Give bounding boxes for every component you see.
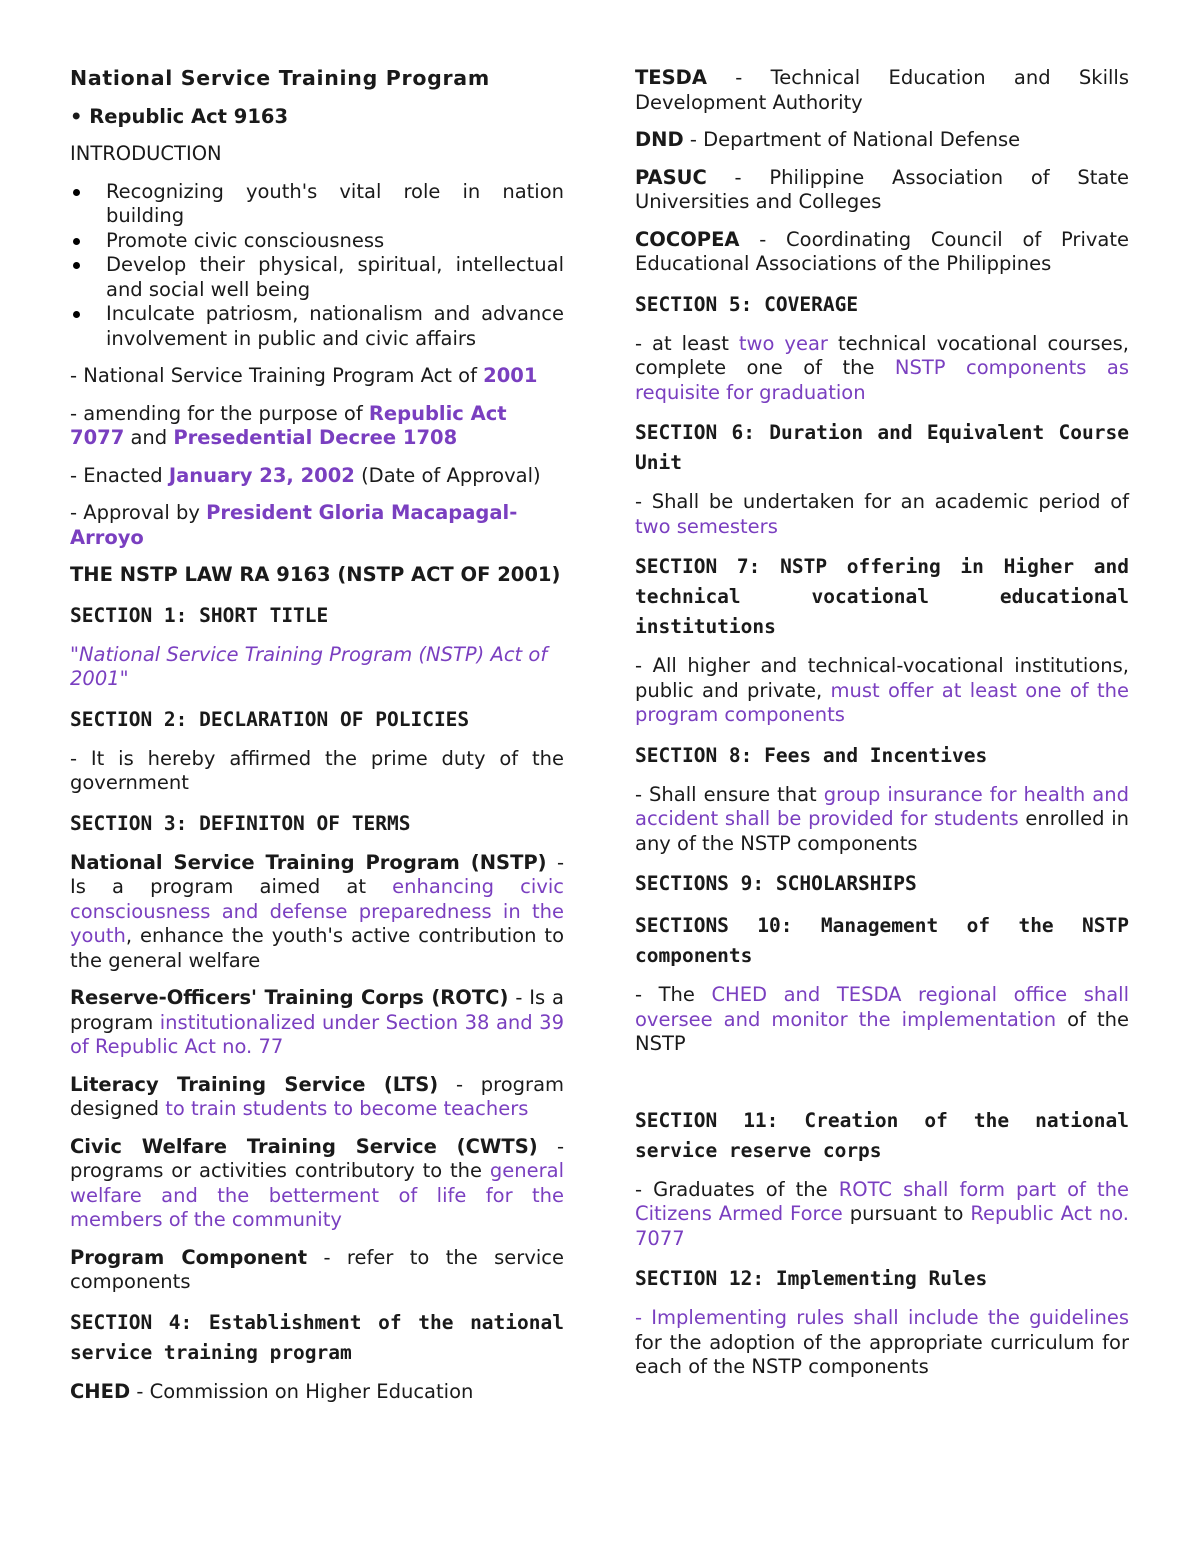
definition-lts: Literacy Training Service (LTS) - program designed to train students to become teachers	[70, 1072, 565, 1120]
spacer	[635, 1070, 1129, 1106]
section-2-heading: SECTION 2: DECLARATION OF POLICIES	[70, 707, 470, 731]
definition-rotc: Reserve-Officers' Training Corps (ROTC) - Is a program institutionalized under Section 38 and 39 of Republic Act no. 77	[70, 986, 564, 1058]
section-7-text: - All higher and technical-vocational institutions, public and private, must offer at least one of the program components	[635, 654, 1129, 726]
list-item: Promote civic consciousness	[106, 229, 564, 254]
section-6-heading: SECTION 6: Duration and Equivalent Course Unit	[635, 421, 1129, 474]
section-1-heading: SECTION 1: SHORT TITLE	[70, 603, 329, 627]
amend-line: - amending for the purpose of Republic Act 7077 and Presedential Decree 1708	[70, 401, 507, 449]
definition-pasuc: PASUC - Philippine Association of State Universities and Colleges	[635, 165, 1129, 213]
section-11-text: - Graduates of the ROTC shall form part of the Citizens Armed Force pursuant to Republic Act no. 7077	[635, 1177, 1130, 1250]
section-8-heading: SECTION 8: Fees and Incentives	[635, 743, 988, 767]
list-item: Recognizing youth's vital role in nation building	[106, 180, 564, 229]
section-6-text: - Shall be undertaken for an academic period of two semesters	[635, 490, 1129, 538]
bullet-icon	[73, 238, 80, 245]
definition-dnd: DND - Department of National Defense	[635, 128, 1021, 151]
bullet-icon	[73, 189, 80, 196]
bullet-icon	[73, 262, 80, 269]
section-8-text: - Shall ensure that group insurance for health and accident shall be provided for students enrolled in any of the NSTP components	[635, 782, 1130, 855]
law-heading: THE NSTP LAW RA 9163 (NSTP ACT OF 2001)	[70, 563, 561, 586]
section-5-text: - at least two year technical vocational courses, complete one of the NSTP components as requisite for graduation	[635, 331, 1129, 404]
enacted-line: - Enacted January 23, 2002 (Date of Approval)	[70, 463, 541, 487]
section-5-heading: SECTION 5: COVERAGE	[635, 292, 859, 316]
definition-program-component: Program Component - refer to the service components	[70, 1245, 564, 1293]
section-3-heading: SECTION 3: DEFINITON OF TERMS	[70, 811, 411, 835]
definition-tesda: TESDA - Technical Education and Skills Development Authority	[635, 66, 1129, 114]
approval-line: - Approval by President Gloria Macapagal-Arroyo	[70, 501, 518, 549]
definition-cocopea: COCOPEA - Coordinating Council of Private Educational Associations of the Philippines	[635, 227, 1129, 275]
document-title: National Service Training Program	[70, 66, 490, 90]
section-2-text: - It is hereby affirmed the prime duty of the government	[70, 746, 564, 794]
section-7-heading: SECTION 7: NSTP offering in Higher and technical vocational educational institutions	[635, 555, 1129, 638]
section-4-heading: SECTION 4: Establishment of the national service training program	[70, 1310, 564, 1364]
section-10-text: - The CHED and TESDA regional office shall oversee and monitor the implementation of the NSTP	[635, 983, 1130, 1055]
section-1-text: "National Service Training Program (NSTP) Act of 2001"	[70, 642, 548, 690]
section-11-heading: SECTION 11: Creation of the national service reserve corps	[635, 1108, 1129, 1162]
introduction-list	[70, 180, 564, 352]
right-column	[635, 66, 1129, 1393]
section-12-heading: SECTION 12: Implementing Rules	[635, 1267, 988, 1290]
list-item: Inculcate patriosm, nationalism and advance involvement in public and civic affairs	[106, 302, 564, 351]
definition-nstp: National Service Training Program (NSTP) - Is a program aimed at enhancing civic consciousness and defense preparedness in the youth, enhance the youth's active contribution to the general welfare	[70, 850, 564, 972]
bullet-icon	[73, 311, 80, 318]
definition-ched: CHED - Commission on Higher Education	[70, 1379, 474, 1403]
introduction-heading: INTRODUCTION	[70, 142, 222, 165]
section-9-heading: SECTIONS 9: SCHOLARSHIPS	[635, 872, 917, 895]
act-line: - National Service Training Program Act of 2001	[70, 364, 538, 387]
left-column	[70, 66, 564, 1417]
republic-act-bullet: • Republic Act 9163	[70, 104, 289, 128]
section-12-text: - Implementing rules shall include the guidelines for the adoption of the appropriate curriculum for each of the NSTP components	[635, 1306, 1129, 1378]
section-10-heading: SECTIONS 10: Management of the NSTP components	[635, 914, 1129, 967]
definition-cwts: Civic Welfare Training Service (CWTS) - programs or activities contributory to the general welfare and the betterment of life for the members of the community	[70, 1134, 564, 1231]
list-item: Develop their physical, spiritual, intellectual and social well being	[106, 253, 564, 302]
